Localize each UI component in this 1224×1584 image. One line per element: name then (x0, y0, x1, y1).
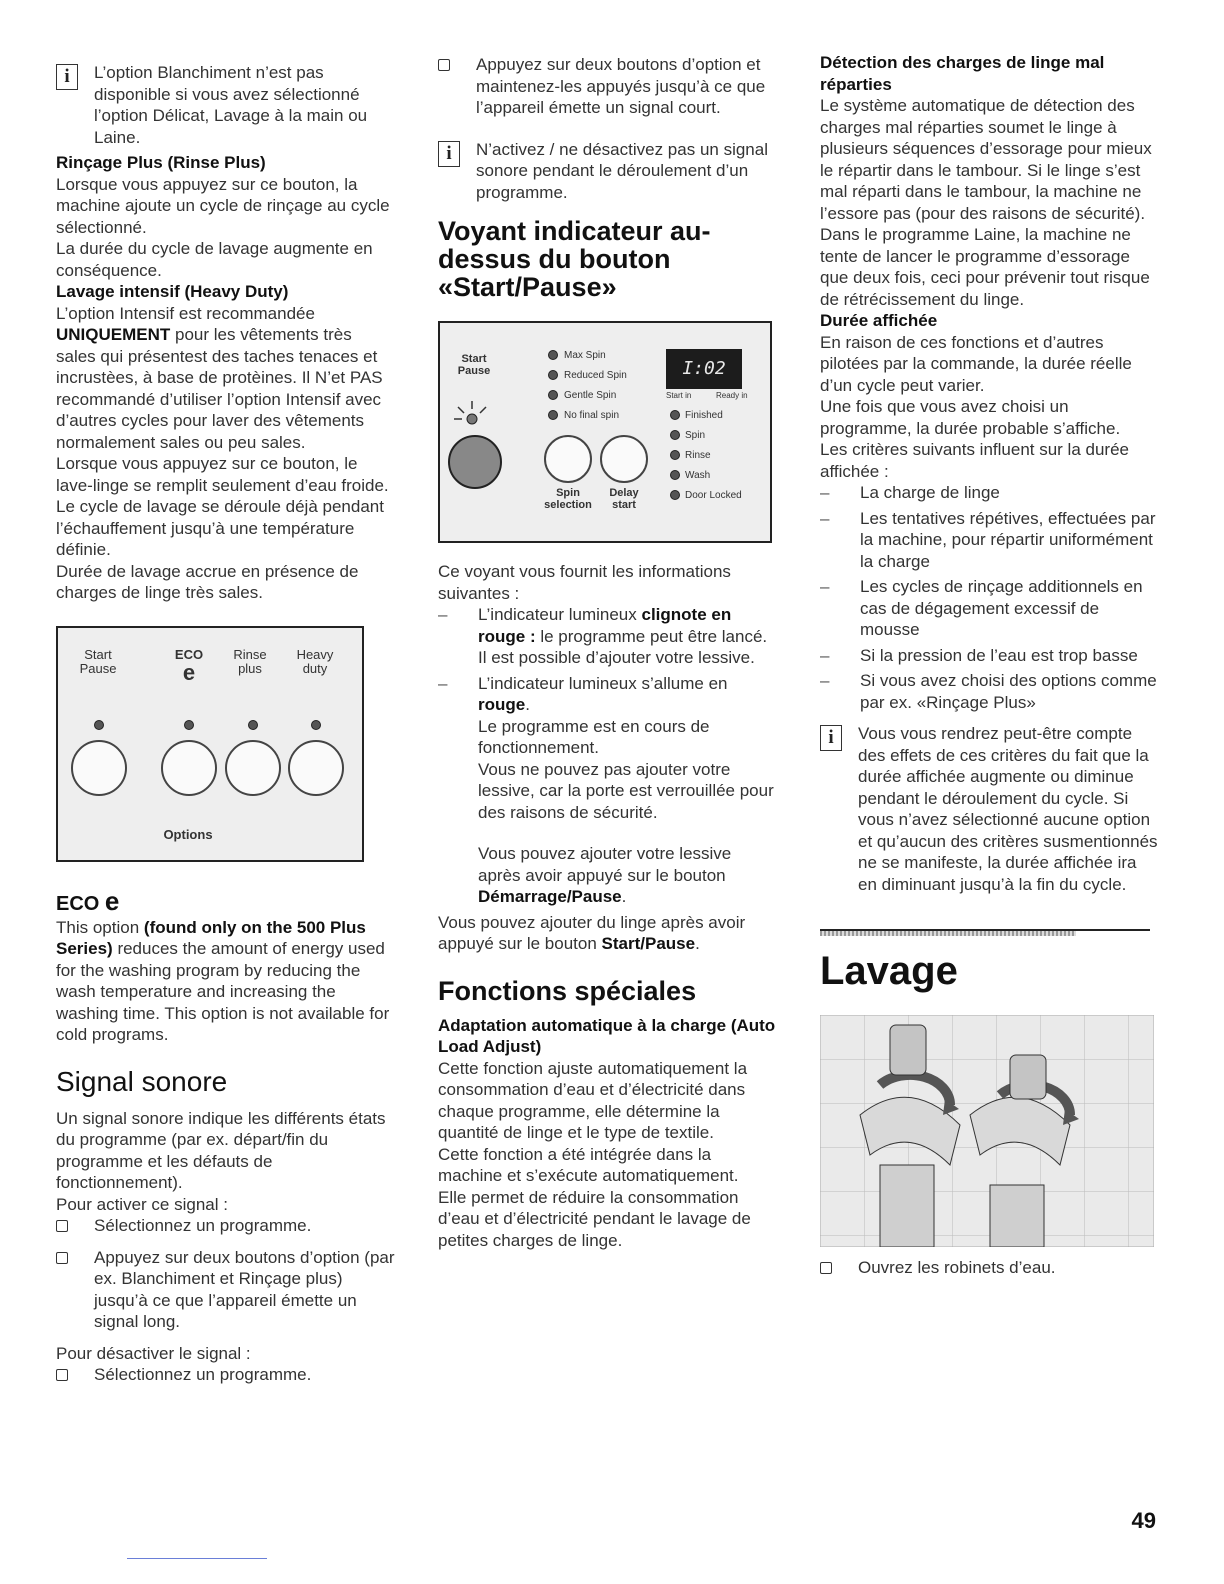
status-list (670, 405, 742, 505)
heavy-duty-button-drawing (288, 740, 344, 796)
spin-option-no-final: No final spin (548, 405, 627, 425)
spin-options-list (548, 345, 627, 425)
voyant-item-2: – L’indicateur lumineux s’allume en rouge. Le programme est en cours de fonctionnement. Vous ne pouvez pas ajouter votre lessive, car la porte est verrouillée pour des raisons de sécurité. Vous pouvez ajouter votre lessive après avoir appuyé sur le bouton Démarrage/Pause. (438, 673, 774, 906)
step-deux-boutons: Appuyez sur deux boutons d’option et maintenez-les appuyés jusqu’à ce que l’appareil émette un signal court. (438, 54, 776, 119)
signal-step-3: Sélectionnez un programme. (56, 1364, 396, 1386)
status-door-locked: Door Locked (670, 485, 742, 505)
voyant-intro-text: Ce voyant vous fournit les informations suivantes : (438, 562, 731, 603)
after-start-pause-text: Vous pouvez ajouter du linge après avoir appuyé sur le bouton Start/Pause. (438, 912, 746, 953)
led-indicator (248, 720, 258, 730)
info-icon: i (820, 725, 842, 751)
info-icon: i (438, 141, 460, 167)
checkbox-bullet (56, 1252, 68, 1264)
detection-text-2: Dans le programme Laine, la machine ne tente de lancer le programme d’essorage que deux fois, ceci pour prévenir tout risque de rétrécissement du linge. (820, 225, 1150, 309)
criteria-item: – Si la pression de l’eau est trop basse (820, 645, 1138, 665)
info-note-blanchiment (56, 62, 396, 148)
heavy-duty-text: L’option Intensif est recommandée UNIQUEMENT pour les vêtements très sales qui présentest des taches tenaces et incrustèes, à base de protèines. Il N’et PAS recommandé d’utiliser l’option Intensif avec d’autres cycles pour laver des vêtements normalement sales ou peu sales. (56, 303, 383, 452)
page-number: 49 (1131, 1508, 1156, 1533)
eco-heading: ECO e (56, 885, 120, 916)
status-finished: Finished (670, 405, 742, 425)
panel-label-start-pause: Start Pause (457, 353, 491, 377)
panel-label-spin-selection: Spin selection (544, 487, 592, 511)
duree-text: En raison de ces fonctions et d’autres pilotées par la commande, la durée réelle d’un cycle peut varier. (820, 332, 1132, 395)
checkbox-bullet (820, 1262, 832, 1274)
checkbox-bullet (56, 1369, 68, 1381)
rinse-plus-text-2: La durée du cycle de lavage augmente en conséquence. (56, 239, 373, 280)
panel-label-delay-start: Delay start (609, 487, 639, 511)
water-taps-illustration (820, 1015, 1154, 1247)
duree-text-2: Une fois que vous avez choisi un programme, la durée probable s’affiche. (820, 397, 1121, 438)
column-left (56, 52, 396, 1386)
eco-text: This option (found only on the 500 Plus Series) reduces the amount of energy used for the washing program by reducing the wash temperature and increasing the washing time. This option is not available for cold programs. (56, 917, 390, 1044)
info-icon: i (56, 64, 78, 90)
status-spin: Spin (670, 425, 742, 445)
spin-option-max: Max Spin (548, 345, 627, 365)
criteria-item: – Si vous avez choisi des options comme par ex. «Rinçage Plus» (820, 671, 1157, 712)
voyant-heading: Voyant indicateur au-dessus du bouton «Start/Pause» (438, 216, 711, 302)
checkbox-bullet (438, 59, 450, 71)
panel-label-heavy-duty: Heavy duty (296, 646, 334, 676)
adapt-heading: Adaptation automatique à la charge (Auto Load Adjust) (438, 1015, 776, 1056)
signal-deactivate-text: Pour désactiver le signal : (56, 1343, 251, 1363)
adapt-text: Cette fonction ajuste automatiquement la consommation d’eau et d’électricité dans chaque programme, elle détermine la quantité de linge et le type de textile. (438, 1058, 748, 1142)
voyant-item-1: – L’indicateur lumineux clignote en rouge : le programme peut être lancé. Il est possible d’ajouter votre lessive. (438, 605, 768, 667)
indicator-light-icon (452, 397, 492, 431)
adapt-text-3: Elle permet de réduire la consommation d’eau et d’électricité pendant le lavage de petites charges de linge. (438, 1187, 751, 1250)
signal-step-2: Appuyez sur deux boutons d’option (par ex. Blanchiment et Rinçage plus) jusqu’à ce que l’appareil émette un signal long. (56, 1247, 396, 1333)
column-middle (438, 52, 776, 1251)
options-panel-illustration (56, 626, 364, 862)
status-rinse: Rinse (670, 445, 742, 465)
panel-eco-symbol: e (182, 659, 196, 685)
heavy-duty-text-3: Durée de lavage accrue en présence de charges de linge très sales. (56, 561, 359, 602)
signal-text: Un signal sonore indique les différents états du programme (par ex. départ/fin du programme et les défauts de fonctionnement). (56, 1108, 386, 1192)
duree-text-3: Les critères suivants influent sur la durée affichée : (820, 440, 1129, 481)
spin-option-reduced: Reduced Spin (548, 365, 627, 385)
signal-step-1: Sélectionnez un programme. (56, 1215, 396, 1237)
panel-label-options: Options (163, 826, 213, 842)
panel-label-start-pause: Start Pause (79, 646, 117, 676)
status-wash: Wash (670, 465, 742, 485)
checkbox-bullet (56, 1220, 68, 1232)
info-text: Vous vous rendrez peut-être compte des effets de ces critères du fait que la durée affichée augmente ou diminue pendant le déroulement du cycle. Si vous n’avez sélectionné aucune option et qu’aucun des critères susmentionnés ne se manifeste, la durée affichée ira en diminuant jusqu’à la fin du cycle. (858, 724, 1158, 894)
ready-in-label: Ready in (716, 391, 748, 400)
heavy-duty-heading: Lavage intensif (Heavy Duty) (56, 282, 289, 301)
adapt-text-2: Cette fonction a été intégrée dans la machine et s’exécute automatiquement. (438, 1144, 739, 1185)
criteria-item: – Les tentatives répétives, effectuées par la machine, pour répartir uniformément la charge (820, 508, 1156, 571)
lavage-heading: Lavage (820, 949, 958, 993)
duree-heading: Durée affichée (820, 311, 938, 330)
detection-heading: Détection des charges de linge mal réparties (820, 53, 1105, 94)
led-indicator (94, 720, 104, 730)
led-indicator (184, 720, 194, 730)
eco-button-drawing (161, 740, 217, 796)
time-display: I:02 (666, 349, 742, 389)
start-pause-button-drawing (448, 435, 502, 489)
rinse-plus-heading: Rinçage Plus (Rinse Plus) (56, 153, 266, 172)
signal-heading: Signal sonore (56, 1065, 228, 1097)
detection-text: Le système automatique de détection des charges mal réparties soumet le linge à plusieurs séquences d’essorage pour mieux le répartir dans le tambour. Si le linge s’est mal réparti dans le tambour, la machine ne l’essore pas (pour des raisons de sécurité). (820, 96, 1152, 223)
heavy-duty-text-2: Lorsque vous appuyez sur ce bouton, le lave-linge se remplit seulement d’eau froide. Le cycle de lavage se déroule déjà pendant l’échauffement jusqu’à une température définie. (56, 454, 389, 559)
lavage-step: Ouvrez les robinets d’eau. (820, 1257, 1160, 1279)
info-text: L’option Blanchiment n’est pas disponible si vous avez sélectionné l’option Délicat, Lavage à la main ou Laine. (94, 63, 368, 147)
info-text: N’activez / ne désactivez pas un signal sonore pendant le déroulement d’un programme. (476, 139, 768, 202)
delay-start-button-drawing (600, 435, 648, 483)
info-note-duree (820, 723, 1160, 895)
spin-selection-button-drawing (544, 435, 592, 483)
led-indicator (311, 720, 321, 730)
start-in-label: Start in (666, 391, 692, 400)
rinse-plus-button-drawing (225, 740, 281, 796)
footer-rule (127, 1558, 267, 1559)
criteria-item: – Les cycles de rinçage additionnels en cas de dégagement excessif de mousse (820, 577, 1143, 639)
start-pause-button-drawing (71, 740, 127, 796)
panel-label-rinse-plus: Rinse plus (233, 646, 267, 676)
panel-label-eco: ECO (174, 646, 204, 662)
spin-option-gentle: Gentle Spin (548, 385, 627, 405)
start-pause-panel-illustration (438, 321, 772, 543)
fonctions-heading: Fonctions spéciales (438, 975, 697, 1006)
criteria-item: – La charge de linge (820, 483, 1000, 502)
section-rule (820, 929, 1150, 937)
signal-activate-text: Pour activer ce signal : (56, 1194, 228, 1214)
info-note-signal (438, 139, 776, 204)
rinse-plus-text: Lorsque vous appuyez sur ce bouton, la machine ajoute un cycle de rinçage au cycle sélectionné. (56, 174, 390, 237)
column-right (820, 52, 1160, 1279)
